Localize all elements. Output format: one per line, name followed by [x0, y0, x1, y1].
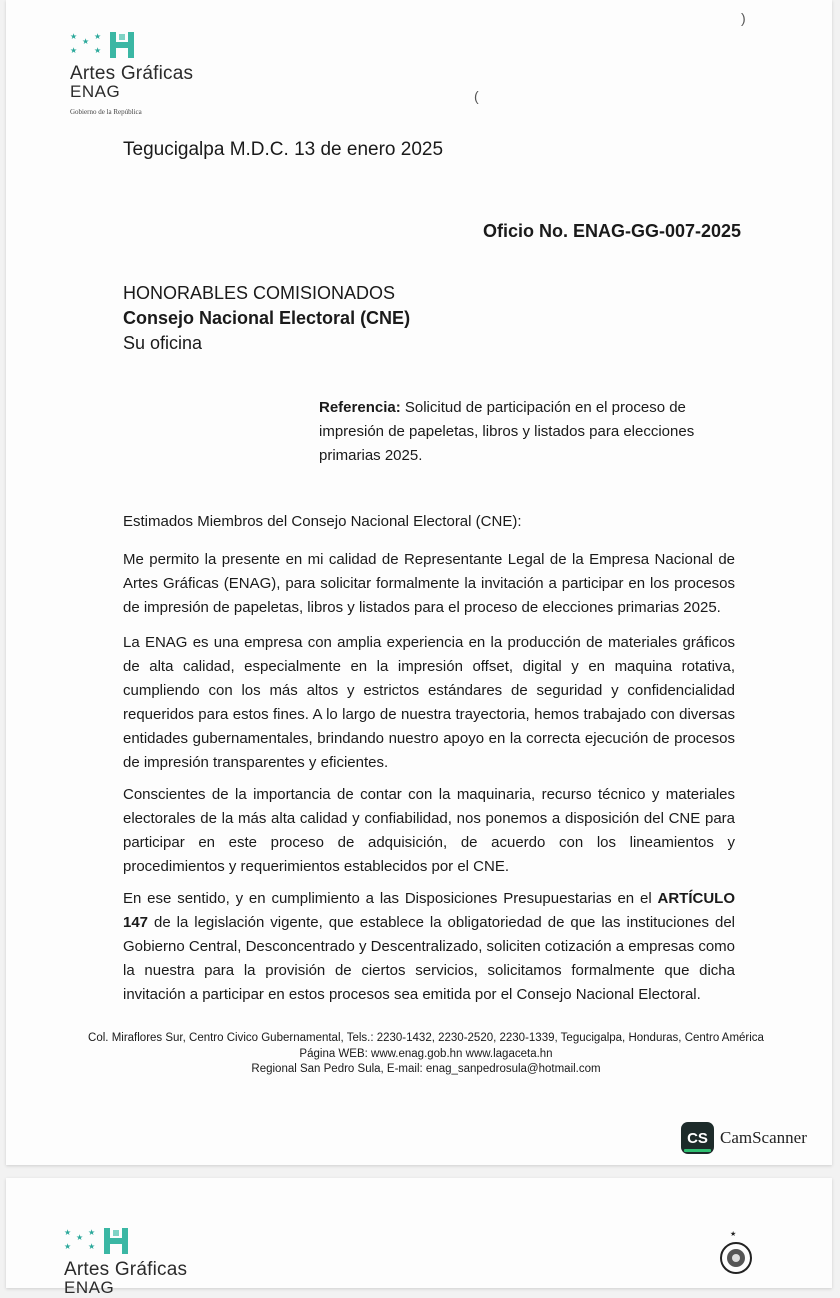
svg-text:★: ★ [94, 46, 102, 55]
greeting: Estimados Miembros del Consejo Nacional Electoral (CNE): [123, 513, 522, 530]
camscanner-icon: CS [681, 1122, 714, 1154]
oficio-number: Oficio No. ENAG-GG-007-2025 [483, 221, 742, 241]
footer-address: Col. Miraflores Sur, Centro Civico Gubernamental, Tels.: 2230-1432, 2230-2520, 2230-1339, Tegucigalpa, Honduras, Centro América [88, 1032, 764, 1044]
svg-text:★: ★ [76, 1233, 84, 1242]
paragraph-4-start: En ese sentido, y en cumplimiento a las Disposiciones Presupuestarias en el [123, 890, 658, 907]
article-reference: ARTÍCULO 147 [123, 890, 735, 931]
svg-text:★: ★ [82, 37, 90, 46]
svg-text:★: ★ [88, 1228, 96, 1237]
letter-page-2 [6, 1178, 832, 1297]
svg-text:★: ★ [64, 1228, 72, 1237]
paragraph-1: Me permito la presente en mi calidad de Representante Legal de la Empresa Nacional de Artes Gráficas (ENAG), para solicitar formalmente la invitación a participar en los procesos de impresión de papeletas, libros y listados para el proceso de elecciones primarias 2025. [123, 551, 735, 616]
letter-page-1 [6, 0, 832, 1165]
svg-text:★: ★ [70, 46, 78, 55]
scan-mark: ) [741, 10, 746, 26]
svg-text:★: ★ [70, 32, 78, 41]
enag-logo-icon [64, 1226, 144, 1256]
paragraph-4-end: de la legislación vigente, que establece la obligatoriedad de que las instituciones del Gobierno Central, Desconcentrado y Descentralizado, soliciten cotización a empresas como la nuestra para la provisión de ciertos servicios, solicitamos formalmente que dicha invitación a participar en estos procesos sea emitida por el Consejo Nacional Electoral. [123, 914, 735, 1003]
honduras-seal-icon [716, 1228, 756, 1280]
enag-logo-icon [70, 30, 150, 60]
brand-name: Artes Gráficas [70, 63, 194, 84]
recipient-line-3: Su oficina [123, 333, 203, 353]
svg-text:★: ★ [94, 32, 102, 41]
reference-label: Referencia: [319, 399, 401, 416]
recipient-line-2: Consejo Nacional Electoral (CNE) [123, 308, 411, 328]
scan-mark: ( [474, 88, 479, 104]
svg-text:★: ★ [64, 1242, 72, 1251]
reference-text: Solicitud de participación en el proceso de impresión de papeletas, libros y listados para elecciones primarias 2025. [319, 399, 695, 464]
paragraph-3: Conscientes de la importancia de contar con la maquinaria, recurso técnico y materiales electorales de la más alta calidad y confiabilidad, nos ponemos a disposición del CNE para participar en este proceso de adquisición, de acuerdo con los lineamientos y procedimientos y requerimientos establecidos por el CNE. [123, 786, 735, 875]
footer-web: Página WEB: www.enag.gob.hn www.lagaceta.hn [299, 1048, 553, 1060]
government-label: Gobierno de la República [70, 108, 142, 116]
paragraph-4 [123, 887, 735, 1007]
camscanner-watermark [681, 1121, 807, 1155]
paragraph-2: La ENAG es una empresa con amplia experiencia en la producción de materiales gráficos de alta calidad, especialmente en la impresión offset, digital y en maquina rotativa, cumpliendo con los más altos y estrictos estándares de seguridad y confidencialidad requeridos para estos fines. A lo largo de nuestra trayectoria, hemos trabajado con diversas entidades gubernamentales, brindando nuestro apoyo en la correcta ejecución de procesos de impresión transparentes y eficientes. [123, 634, 735, 771]
reference-block [319, 396, 719, 468]
recipient-line-1: HONORABLES COMISIONADOS [123, 283, 396, 303]
brand-acronym: ENAG [70, 82, 121, 101]
svg-text:★: ★ [88, 1242, 96, 1251]
brand-acronym: ENAG [64, 1278, 115, 1297]
brand-name: Artes Gráficas [64, 1259, 188, 1280]
date-line: Tegucigalpa M.D.C. 13 de enero 2025 [123, 139, 444, 160]
footer-regional: Regional San Pedro Sula, E-mail: enag_sanpedrosula@hotmail.com [251, 1063, 601, 1075]
camscanner-label: CamScanner [720, 1128, 807, 1147]
svg-text:★: ★ [730, 1230, 737, 1238]
